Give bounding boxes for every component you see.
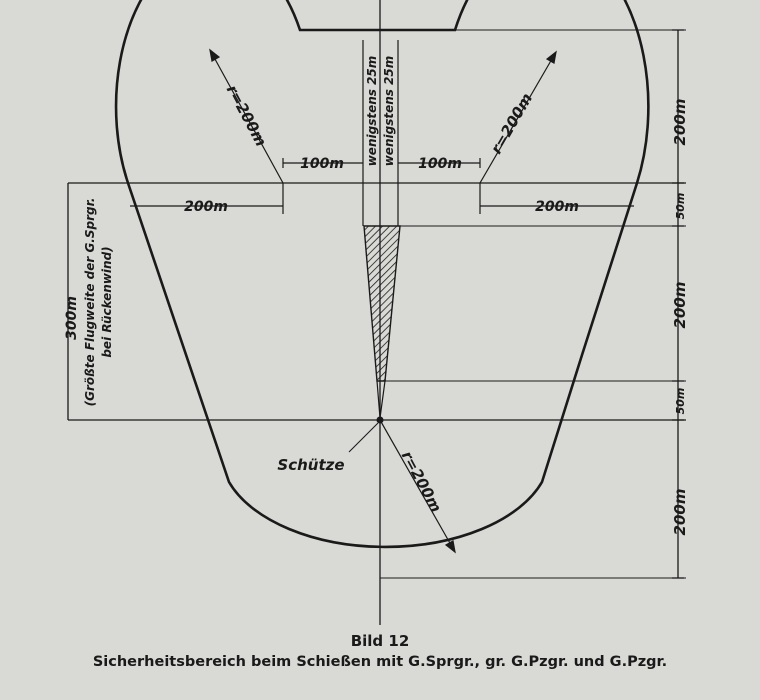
shooter-leader	[349, 423, 378, 452]
label-side-200-bottom: 200m	[671, 488, 689, 536]
label-range-300: 300m	[64, 296, 80, 340]
label-width-100-right: 100m	[418, 156, 462, 172]
label-range-note-2: bei Rückenwind)	[100, 246, 114, 358]
label-side-50-top: 50m	[674, 192, 687, 220]
label-radius-top-right: r=200m	[487, 90, 537, 157]
label-min-25-right: wenigstens 25m	[382, 55, 396, 167]
label-side-200-mid: 200m	[671, 281, 689, 329]
label-range-note-1: (Größte Flugweite der G.Sprgr.	[83, 197, 97, 407]
label-radius-top-left: r=200m	[222, 81, 271, 150]
wedge-line-right	[380, 381, 385, 418]
figure-title: Bild 12	[350, 632, 410, 650]
label-radius-bottom: r=200m	[397, 447, 446, 516]
label-width-200-right: 200m	[535, 199, 579, 215]
label-width-200-left: 200m	[184, 199, 228, 215]
dispersion-wedge	[364, 226, 400, 381]
label-side-50-low: 50m	[674, 387, 687, 415]
label-shooter: Schütze	[277, 456, 345, 474]
figure-caption: Sicherheitsbereich beim Schießen mit G.Sprgr., gr. G.Pzgr. und G.Pzgr.	[92, 654, 668, 670]
label-side-200-top: 200m	[671, 98, 689, 146]
label-min-25-left: wenigstens 25m	[365, 55, 379, 167]
label-width-100-left: 100m	[300, 156, 344, 172]
